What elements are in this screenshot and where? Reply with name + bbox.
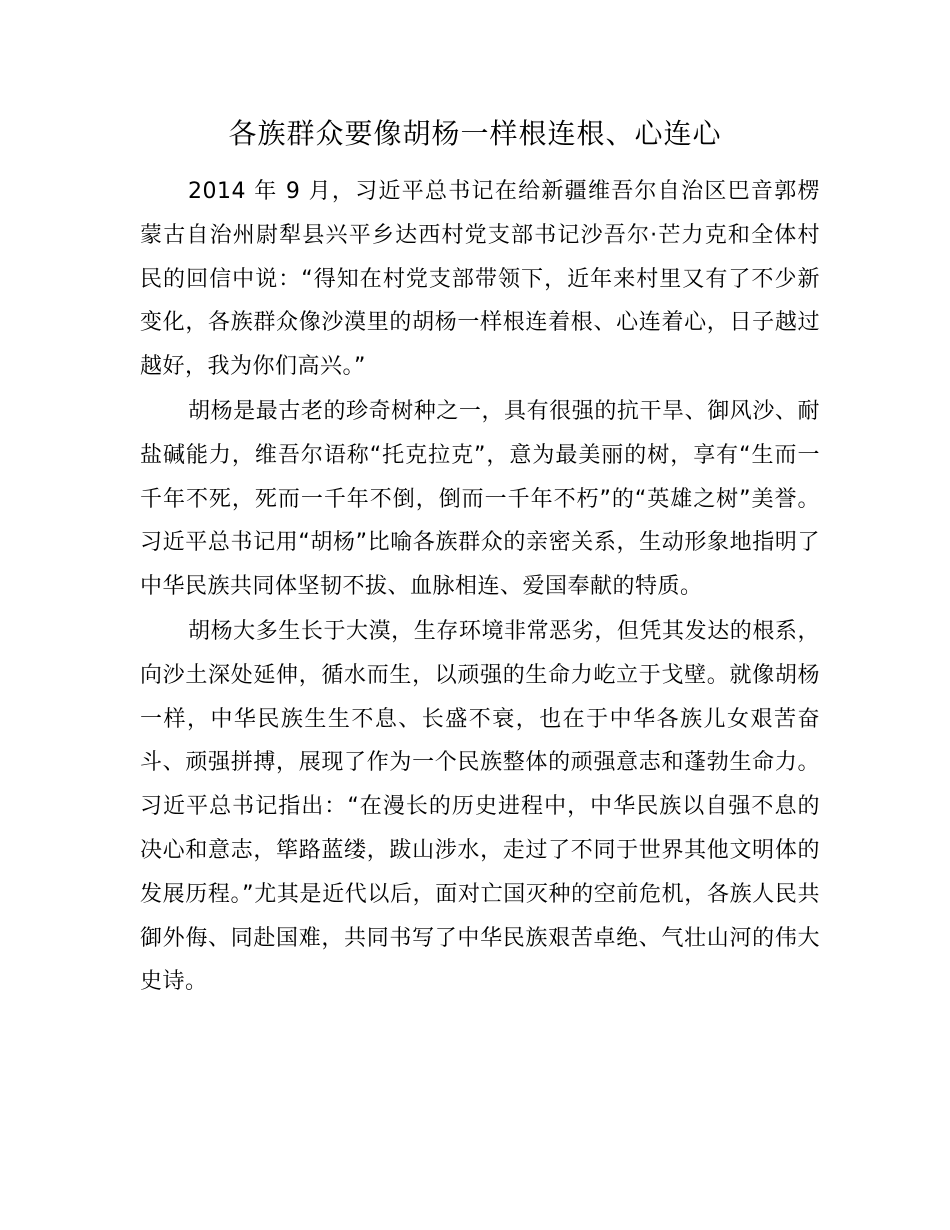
document-title: 各族群众要像胡杨一样根连根、心连心 <box>228 117 722 150</box>
document-body <box>140 170 820 1004</box>
paragraph-3: 胡杨大多生长于大漠，生存环境非常恶劣，但凭其发达的根系，向沙土深处延伸，循水而生，以顽强的生命力屹立于戈壁。就像胡杨一样，中华民族生生不息、长盛不衰，也在于中华各族儿女艰苦奋斗、顽强拼搏，展现了作为一个民族整体的顽强意志和蓬勃生命力。习近平总书记指出：“在漫长的历史进程中，中华民族以自强不息的决心和意志，筚路蓝缕，跋山涉水，走过了不同于世界其他文明体的发展历程。”尤其是近代以后，面对亡国灭种的空前危机，各族人民共御外侮、同赴国难，共同书写了中华民族艰苦卓绝、气壮山河的伟大史诗。 <box>140 618 820 995</box>
paragraph-1: 2014 年 9 月，习近平总书记在给新疆维吾尔自治区巴音郭楞蒙古自治州尉犁县兴平乡达西村党支部书记沙吾尔·芒力克和全体村民的回信中说：“得知在村党支部带领下，近年来村里又有了不少新变化，各族群众像沙漠里的胡杨一样根连着根、心连着心，日子越过越好，我为你们高兴。” <box>140 179 820 380</box>
paragraph-2: 胡杨是最古老的珍奇树种之一，具有很强的抗干旱、御风沙、耐盐碱能力，维吾尔语称“托克拉克”，意为最美丽的树，享有“生而一千年不死，死而一千年不倒，倒而一千年不朽”的“英雄之树”美誉。习近平总书记用“胡杨”比喻各族群众的亲密关系，生动形象地指明了中华民族共同体坚韧不拔、血脉相连、爱国奉献的特质。 <box>140 398 820 600</box>
